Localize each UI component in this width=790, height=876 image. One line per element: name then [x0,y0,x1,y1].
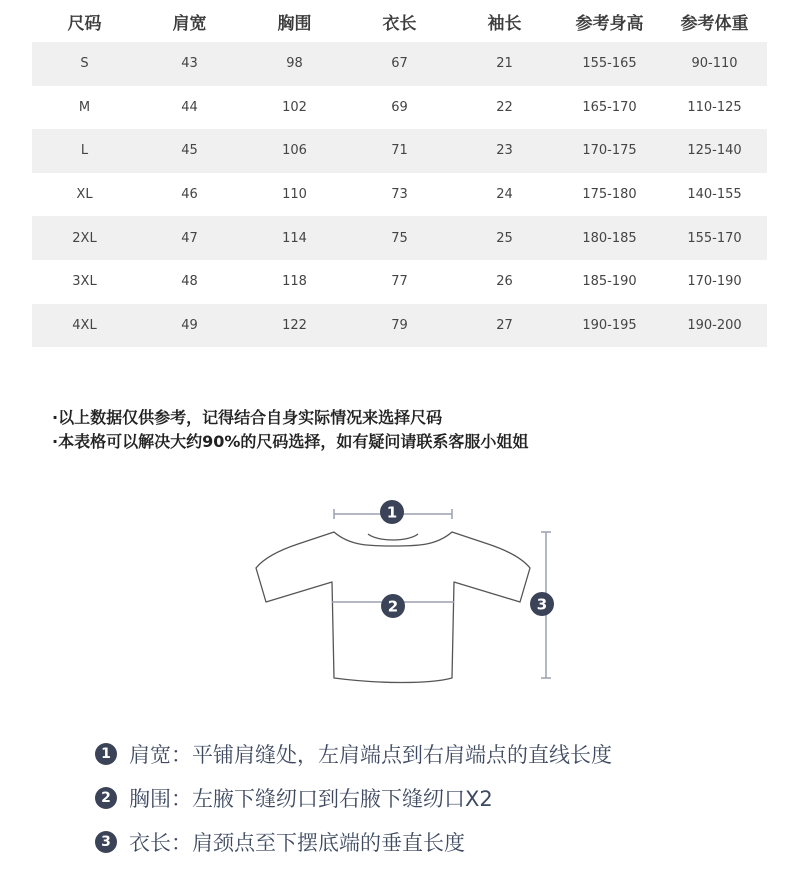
legend-number-badge: 2 [95,787,117,809]
shirt-measurement-diagram [240,490,560,690]
note-line: ·以上数据仅供参考，记得结合自身实际情况来选择尺码 [52,408,443,427]
cell-shoulder: 48 [181,274,198,290]
cell-sleeve: 23 [452,129,557,173]
marker-label: 2 [387,597,399,616]
table-row [32,304,767,348]
cell-size: 3XL [72,274,97,290]
cell-size: 2XL [32,216,137,260]
cell-weight: 90-110 [662,42,767,86]
legend-item-length [95,820,612,864]
table-row [32,129,767,173]
measurement-legend [95,732,612,864]
cell-sleeve: 22 [496,99,513,115]
cell-height: 155-165 [557,42,662,86]
cell-height: 175-180 [582,187,637,203]
table-row [32,216,767,260]
cell-weight: 155-170 [662,216,767,260]
marker-label: 3 [536,595,548,614]
cell-length: 67 [347,42,452,86]
note-line: ·本表格可以解决大约90%的尺码选择，如有疑问请联系客服小姐姐 [52,432,529,451]
legend-number-badge: 1 [95,743,117,765]
table-row [32,260,767,304]
table-row [32,86,767,130]
legend-text: 肩宽：平铺肩缝处，左肩端点到右肩端点的直线长度 [129,743,612,767]
cell-height: 185-190 [582,274,637,290]
table-row [32,173,767,217]
cell-size: 4XL [32,304,137,348]
cell-sleeve: 27 [452,304,557,348]
cell-weight: 125-140 [662,129,767,173]
table-row [32,42,767,86]
col-header-size: 尺码 [67,13,102,34]
cell-shoulder: 49 [137,304,242,348]
marker-label: 1 [386,503,398,522]
cell-chest: 122 [242,304,347,348]
legend-item-chest [95,776,612,820]
marker-shoulder [380,500,404,524]
cell-weight: 140-155 [687,187,742,203]
cell-shoulder: 47 [137,216,242,260]
col-header-length: 衣长 [382,13,417,34]
size-table [32,0,767,347]
cell-length: 69 [391,99,408,115]
cell-chest: 114 [242,216,347,260]
cell-shoulder: 44 [181,99,198,115]
cell-weight: 190-200 [662,304,767,348]
cell-size: L [32,129,137,173]
size-notes [52,406,528,454]
cell-chest: 102 [282,99,307,115]
cell-length: 73 [391,187,408,203]
cell-size: XL [76,187,93,203]
col-header-sleeve: 袖长 [487,13,522,34]
marker-length [530,592,554,616]
col-header-height: 参考身高 [575,13,644,34]
cell-height: 170-175 [557,129,662,173]
cell-length: 77 [391,274,408,290]
cell-shoulder: 45 [137,129,242,173]
cell-shoulder: 46 [181,187,198,203]
legend-text: 衣长：肩颈点至下摆底端的垂直长度 [129,831,465,855]
legend-item-shoulder [95,732,612,776]
cell-height: 165-170 [582,99,637,115]
cell-chest: 98 [242,42,347,86]
cell-sleeve: 26 [496,274,513,290]
col-header-shoulder: 肩宽 [172,13,207,34]
cell-chest: 118 [282,274,307,290]
marker-chest [381,594,405,618]
cell-weight: 170-190 [687,274,742,290]
cell-length: 75 [347,216,452,260]
cell-chest: 110 [282,187,307,203]
cell-height: 190-195 [557,304,662,348]
cell-chest: 106 [242,129,347,173]
cell-weight: 110-125 [687,99,742,115]
col-header-weight: 参考体重 [680,13,749,34]
legend-text: 胸围：左腋下缝纫口到右腋下缝纫口X2 [129,787,493,811]
cell-length: 71 [347,129,452,173]
cell-length: 79 [347,304,452,348]
cell-height: 180-185 [557,216,662,260]
cell-shoulder: 43 [137,42,242,86]
cell-size: S [32,42,137,86]
cell-sleeve: 24 [496,187,513,203]
legend-number-badge: 3 [95,831,117,853]
cell-size: M [78,99,91,115]
cell-sleeve: 25 [452,216,557,260]
col-header-chest: 胸围 [277,13,312,34]
cell-sleeve: 21 [452,42,557,86]
table-header-row [32,0,767,42]
